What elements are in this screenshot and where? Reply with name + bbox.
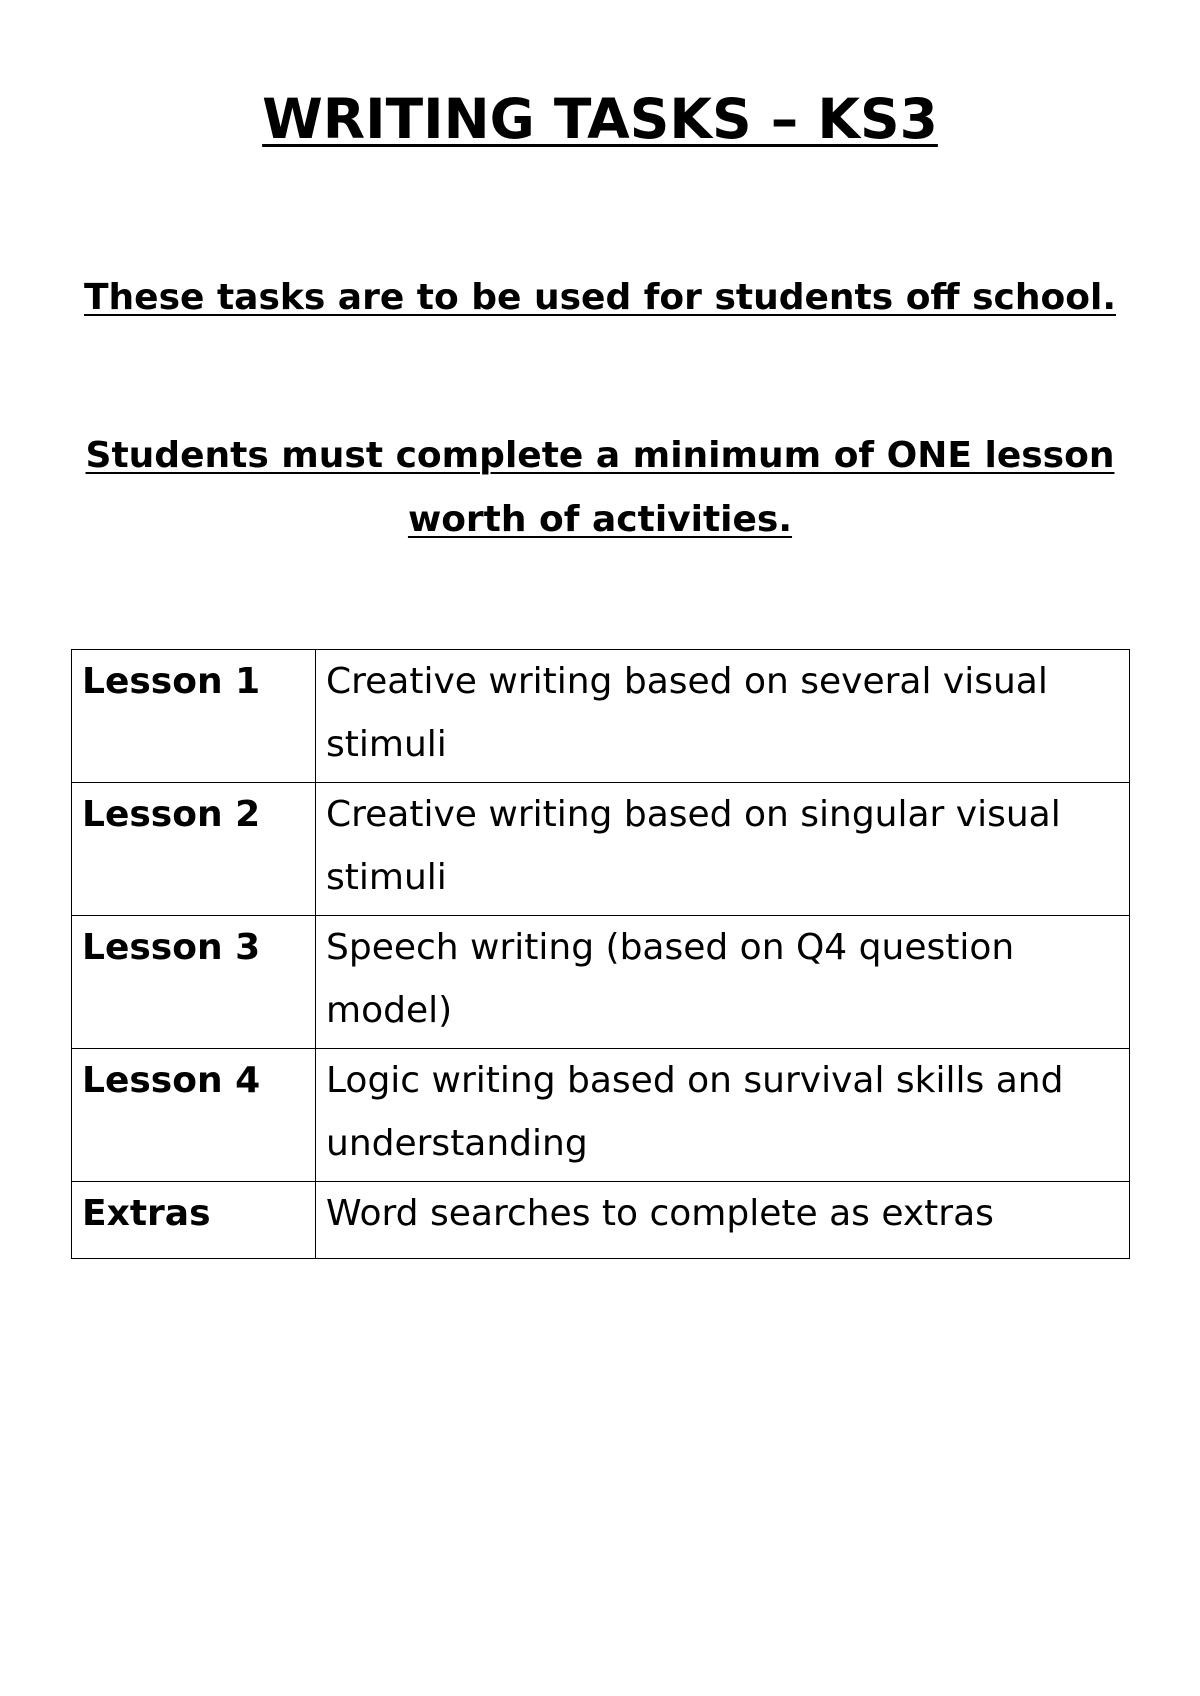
lesson-description: Word searches to complete as extras (316, 1182, 1130, 1259)
lesson-label: Lesson 3 (72, 916, 316, 1049)
lesson-label: Lesson 4 (72, 1049, 316, 1182)
lesson-description: Speech writing (based on Q4 question model) (316, 916, 1130, 1049)
instruction: Students must complete a minimum of ONE lesson worth of activities. (85, 435, 1115, 540)
lesson-description: Creative writing based on singular visual stimuli (316, 783, 1130, 916)
lesson-label: Extras (72, 1182, 316, 1259)
lesson-description: Logic writing based on survival skills and understanding (316, 1049, 1130, 1182)
page-title: WRITING TASKS – KS3 (262, 87, 938, 151)
table-row (72, 783, 1130, 916)
table-row (72, 650, 1130, 783)
table-row (72, 1182, 1130, 1259)
table-row (72, 916, 1130, 1049)
lesson-label: Lesson 2 (72, 783, 316, 916)
lesson-label: Lesson 1 (72, 650, 316, 783)
lessons-table (71, 649, 1130, 1259)
table-row (72, 1049, 1130, 1182)
lesson-description: Creative writing based on several visual stimuli (316, 650, 1130, 783)
subtitle: These tasks are to be used for students off school. (83, 277, 1116, 318)
